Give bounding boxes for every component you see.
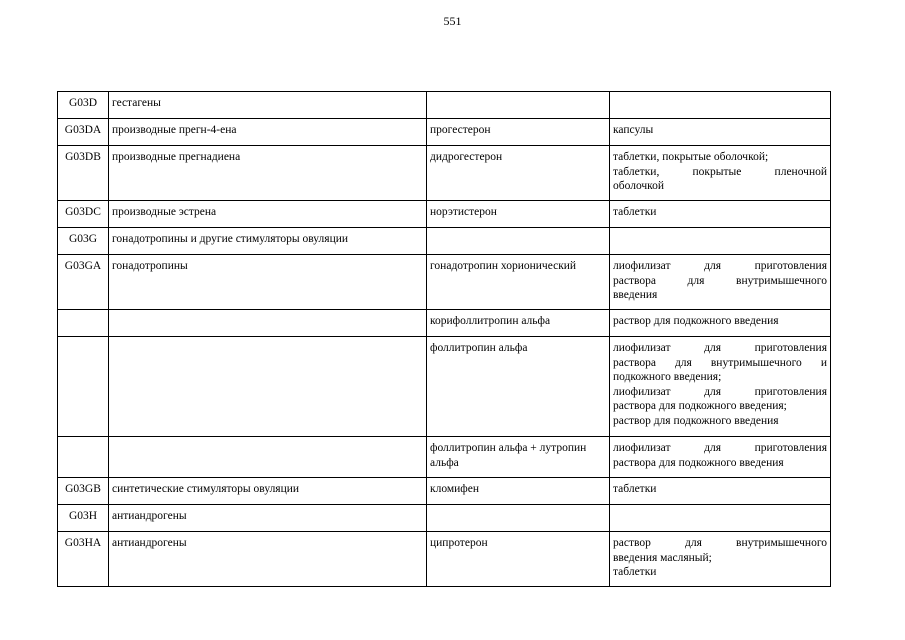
- table-row: [58, 437, 831, 478]
- group-name: гонадотропины: [109, 255, 427, 310]
- dosage-form-line: раствор для внутримышечного: [613, 537, 827, 549]
- drug-name: [427, 228, 610, 255]
- group-name: антиандрогены: [109, 532, 427, 587]
- group-name: производные прегнадиена: [109, 146, 427, 201]
- group-name: производные эстрена: [109, 201, 427, 228]
- atc-code: G03GB: [58, 478, 109, 505]
- drug-name: норэтистерон: [427, 201, 610, 228]
- table-row: [58, 201, 831, 228]
- dosage-form-line: таблетки, покрытые оболочкой;: [613, 151, 769, 163]
- dosage-form: [610, 337, 831, 437]
- dosage-form-line: раствора для подкожного введения: [613, 456, 784, 469]
- table-row: [58, 228, 831, 255]
- atc-code: G03H: [58, 505, 109, 532]
- dosage-form-line: раствора для внутримышечного: [613, 274, 827, 287]
- dosage-form: [610, 532, 831, 587]
- table-row: [58, 337, 831, 437]
- dosage-form: [610, 228, 831, 255]
- dosage-form: [610, 119, 831, 146]
- dosage-form-line: введения: [613, 289, 658, 301]
- dosage-form-line: таблетки: [613, 566, 657, 578]
- atc-code: [58, 437, 109, 478]
- atc-code: G03D: [58, 92, 109, 119]
- drug-name: [427, 505, 610, 532]
- page-number: 551: [443, 14, 462, 28]
- dosage-form-line: раствора для внутримышечного и: [613, 356, 827, 369]
- group-name: производные прегн-4-ена: [109, 119, 427, 146]
- group-name: [109, 310, 427, 337]
- drug-name: гонадотропин хорионический: [427, 255, 610, 310]
- dosage-form-line: раствор для подкожного введения: [613, 414, 779, 427]
- dosage-form-line: капсулы: [613, 124, 654, 136]
- dosage-form: [610, 478, 831, 505]
- dosage-form: [610, 146, 831, 201]
- dosage-form-line: введения масляный;: [613, 551, 712, 564]
- table-row: [58, 119, 831, 146]
- dosage-form-line: подкожного введения;: [613, 371, 722, 383]
- dosage-form: [610, 255, 831, 310]
- drug-table: [57, 91, 831, 587]
- drug-name: прогестерон: [427, 119, 610, 146]
- drug-name: корифоллитропин альфа: [427, 310, 610, 337]
- dosage-form-line: лиофилизат для приготовления: [613, 442, 827, 454]
- drug-name: [427, 92, 610, 119]
- drug-name: фоллитропин альфа: [427, 337, 610, 437]
- table-row: [58, 532, 831, 587]
- atc-code: G03G: [58, 228, 109, 255]
- atc-code: G03DB: [58, 146, 109, 201]
- table-row: [58, 92, 831, 119]
- group-name: [109, 337, 427, 437]
- table-row: [58, 310, 831, 337]
- atc-code: G03GA: [58, 255, 109, 310]
- group-name: [109, 437, 427, 478]
- dosage-form: [610, 310, 831, 337]
- group-name: антиандрогены: [109, 505, 427, 532]
- dosage-form-line: таблетки: [613, 206, 657, 218]
- atc-code: G03DA: [58, 119, 109, 146]
- table-row: [58, 255, 831, 310]
- group-name: гестагены: [109, 92, 427, 119]
- table-row: [58, 478, 831, 505]
- table-row: [58, 146, 831, 201]
- dosage-form: [610, 505, 831, 532]
- table-row: [58, 505, 831, 532]
- group-name: гонадотропины и другие стимуляторы овуляции: [109, 228, 427, 255]
- dosage-form-line: раствора для подкожного введения;: [613, 400, 787, 412]
- dosage-form-line: лиофилизат для приготовления: [613, 385, 827, 398]
- dosage-form-line: оболочкой: [613, 180, 665, 192]
- dosage-form-line: лиофилизат для приготовления: [613, 260, 827, 272]
- atc-code: G03DC: [58, 201, 109, 228]
- drug-name: ципротерон: [427, 532, 610, 587]
- atc-code: G03HA: [58, 532, 109, 587]
- drug-name: кломифен: [427, 478, 610, 505]
- atc-code: [58, 337, 109, 437]
- group-name: синтетические стимуляторы овуляции: [109, 478, 427, 505]
- dosage-form-line: таблетки: [613, 483, 657, 495]
- dosage-form: [610, 92, 831, 119]
- drug-name: дидрогестерон: [427, 146, 610, 201]
- dosage-form-line: лиофилизат для приготовления: [613, 342, 827, 354]
- drug-name: фоллитропин альфа + лутропин альфа: [427, 437, 610, 478]
- dosage-form-line: таблетки, покрытые пленочной: [613, 165, 827, 178]
- dosage-form-line: раствор для подкожного введения: [613, 315, 779, 327]
- dosage-form: [610, 437, 831, 478]
- dosage-form: [610, 201, 831, 228]
- atc-code: [58, 310, 109, 337]
